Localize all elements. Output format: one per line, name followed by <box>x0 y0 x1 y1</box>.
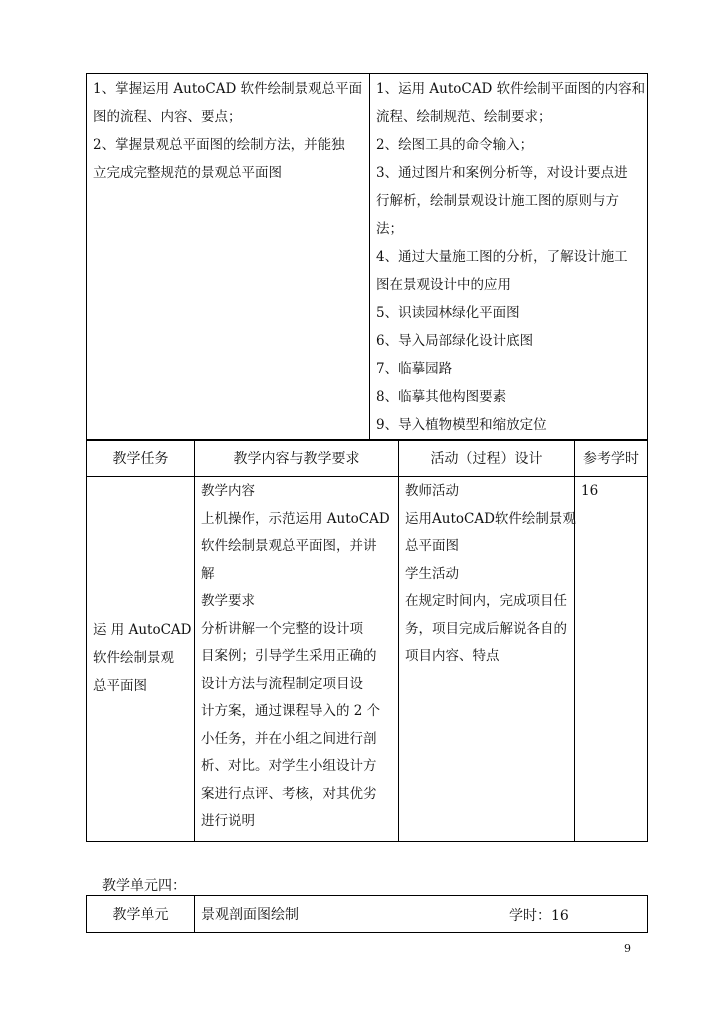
objectives-left-cell <box>87 74 370 441</box>
task-text-line: 总平面图 <box>93 678 147 694</box>
objective-text-line: 5、识读园林绿化平面图 <box>376 305 520 321</box>
header-task: 教学任务 <box>87 440 195 477</box>
objective-text-line: 1、掌握运用 AutoCAD 软件绘制景观总平面 <box>93 81 363 97</box>
objective-text-line: 2、掌握景观总平面图的绘制方法，并能独 <box>93 137 345 153</box>
activity-text-line: 教师活动 <box>405 483 459 499</box>
content-text-line: 案进行点评、考核，对其优劣 <box>201 785 377 802</box>
unit4-heading: 教学单元四： <box>102 878 186 894</box>
hours-cell <box>575 477 648 842</box>
content-text-line: 进行说明 <box>201 813 255 829</box>
objective-text-line: 4、通过大量施工图的分析，了解设计施工 <box>376 249 628 265</box>
objective-text-line: 2、绘图工具的命令输入； <box>376 137 534 153</box>
objective-text-line: 行解析，绘制景观设计施工图的原则与方 <box>376 193 619 209</box>
objective-text-line: 6、导入局部绿化设计底图 <box>376 333 534 349</box>
unit4-name: 景观剖面图绘制 <box>201 907 299 923</box>
objective-text-line: 流程、绘制规范、绘制要求； <box>376 109 552 125</box>
activity-text-line: 总平面图 <box>405 538 459 554</box>
header-content: 教学内容与教学要求 <box>195 440 399 477</box>
content-text-line: 教学内容 <box>201 483 255 499</box>
header-activity: 活动（过程）设计 <box>399 440 575 477</box>
unit4-hours: 学时：16 <box>509 908 569 924</box>
activity-text-line: 务，项目完成后解说各自的 <box>405 620 567 637</box>
unit4-detail-cell <box>195 896 648 933</box>
unit4-table <box>86 895 648 933</box>
content-text-line: 软件绘制景观总平面图，并讲 <box>201 538 377 554</box>
header-hours: 参考学时 <box>575 440 648 477</box>
task-table <box>86 439 648 842</box>
content-text-line: 析、对比。对学生小组设计方 <box>201 758 377 774</box>
content-text-line: 小任务，并在小组之间进行剖 <box>201 730 377 747</box>
activity-text-line: 在规定时间内，完成项目任 <box>405 593 567 609</box>
hours-value: 16 <box>581 483 599 499</box>
objective-text-line: 1、运用 AutoCAD 软件绘制平面图的内容和 <box>376 81 646 97</box>
activity-text-line: 项目内容、特点 <box>405 648 500 664</box>
content-text-line: 分析讲解一个完整的设计项 <box>201 620 363 637</box>
content-text-line: 计方案，通过课程导入的 2 个 <box>201 703 381 719</box>
objectives-table <box>86 73 648 441</box>
activity-cell <box>399 477 575 842</box>
content-text-line: 解 <box>201 565 215 582</box>
content-text-line: 目案例；引导学生采用正确的 <box>201 648 377 664</box>
content-text-line: 上机操作，示范运用 AutoCAD <box>201 510 390 527</box>
content-text-line: 设计方法与流程制定项目设 <box>201 675 363 692</box>
objective-text-line: 法； <box>376 221 403 237</box>
objective-text-line: 图的流程、内容、要点； <box>93 109 242 125</box>
task-text-line: 软件绘制景观 <box>93 650 174 666</box>
activity-text-line: 运用AutoCAD软件绘制景观 <box>405 510 576 527</box>
task-text-line: 运 用 AutoCAD <box>93 622 192 638</box>
objective-text-line: 图在景观设计中的应用 <box>376 277 511 293</box>
content-cell <box>195 477 399 842</box>
objectives-right-cell <box>370 74 648 441</box>
content-text-line: 教学要求 <box>201 593 255 609</box>
objective-text-line: 8、临摹其他构图要素 <box>376 389 507 405</box>
activity-text-line: 学生活动 <box>405 565 459 582</box>
task-cell <box>87 477 195 842</box>
objective-text-line: 3、通过图片和案例分析等，对设计要点进 <box>376 165 628 181</box>
page-number: 9 <box>624 942 631 955</box>
objective-text-line: 立完成完整规范的景观总平面图 <box>93 165 282 181</box>
objective-text-line: 7、临摹园路 <box>376 361 453 377</box>
unit4-cell-label: 教学单元 <box>87 896 195 933</box>
objective-text-line: 9、导入植物模型和缩放定位 <box>376 417 547 433</box>
